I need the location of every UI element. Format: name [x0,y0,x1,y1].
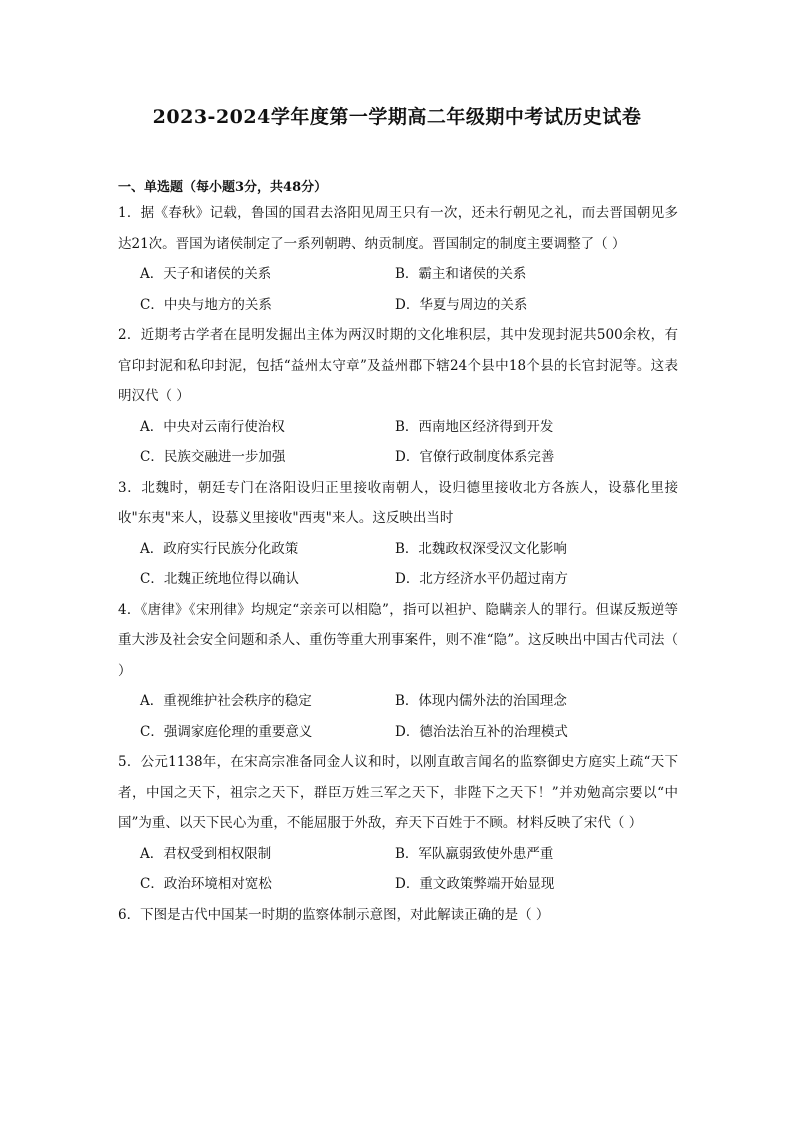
option-a: A．君权受到相权限制 [140,845,272,862]
question-stem: 3．北魏时，朝廷专门在洛阳设归正里接收南朝人，设归德里接收北方各族人，设慕化里接收"东夷"来人，设慕义里接收"西夷"来人。这反映出当时 [118,479,678,526]
option-a: A．重视维护社会秩序的稳定 [140,693,312,709]
question-stem: 4．《唐律》《宋刑律》均规定“亲亲可以相隐”，指可以袒护、隐瞒亲人的罪行。但谋反叛逆等重大涉及社会安全问题和杀人、重伤等重大刑事案件，则不准“隐”。这反映出中国古代司法（ ） [118,601,678,679]
question-stem: 6．下图是古代中国某一时期的监察体制示意图，对此解读正确的是（ ） [118,906,550,923]
option-c: C．中央与地方的关系 [140,296,272,313]
option-d: D．德治法治互补的治理模式 [395,723,568,740]
option-b: B．霸主和诸侯的关系 [395,266,527,282]
option-grid [118,686,678,747]
option-c: C．政治环境相对宽松 [140,876,272,892]
option-b: B．北魏政权深受汉文化影响 [395,540,567,557]
option-a: A．天子和诸侯的关系 [140,266,272,282]
option-d: D．重文政策弊端开始显现 [395,876,555,892]
option-grid [118,412,678,473]
option-b: B．体现内儒外法的治国理念 [395,693,567,709]
option-grid [118,259,678,320]
option-d: D．华夏与周边的关系 [395,296,528,313]
question-stem: 5．公元1138年，在宋高宗准备同金人议和时，以刚直敢言闻名的监察御史方庭实上疏“天下者，中国之天下，祖宗之天下，群臣万姓三军之天下，非陛下之天下！”并劝勉高宗要以“中国”为重、以天下民心为重，不能屈服于外敌，弃天下百姓于不顾。材料反映了宋代（ ） [118,754,678,831]
option-grid [118,839,678,900]
option-b: B．军队羸弱致使外患严重 [395,845,554,862]
option-grid [118,534,678,595]
option-c: C．民族交融进一步加强 [140,449,286,465]
option-b: B．西南地区经济得到开发 [395,418,554,435]
option-a: A．政府实行民族分化政策 [140,540,299,557]
option-d: D．官僚行政制度体系完善 [395,449,555,465]
question-2 [118,320,678,473]
question-3 [118,473,678,595]
question-6 [118,900,678,931]
option-c: C．强调家庭伦理的重要意义 [140,723,313,740]
exam-content [118,178,678,930]
section-heading: 一、单选题（每小题3分，共48分） [118,180,328,195]
question-1 [118,198,678,320]
option-c: C．北魏正统地位得以确认 [140,571,299,587]
question-stem: 2．近期考古学者在昆明发掘出主体为两汉时期的文化堆积层，其中发现封泥共500余枚，有官印封泥和私印封泥，包括“益州太守章”及益州郡下辖24个县中18个县的长官封泥等。这表明汉代（ ） [118,327,678,404]
option-a: A．中央对云南行使治权 [140,418,285,435]
exam-title: 2023-2024学年度第一学期高二年级期中考试历史试卷 [152,106,642,128]
question-stem: 1．据《春秋》记载，鲁国的国君去洛阳见周王只有一次，还未行朝见之礼，而去晋国朝见多达21次。晋国为诸侯制定了一系列朝聘、纳贡制度。晋国制定的制度主要调整了（ ） [118,205,678,252]
option-d: D．北方经济水平仍超过南方 [395,571,568,587]
question-4 [118,595,678,748]
question-5 [118,747,678,900]
